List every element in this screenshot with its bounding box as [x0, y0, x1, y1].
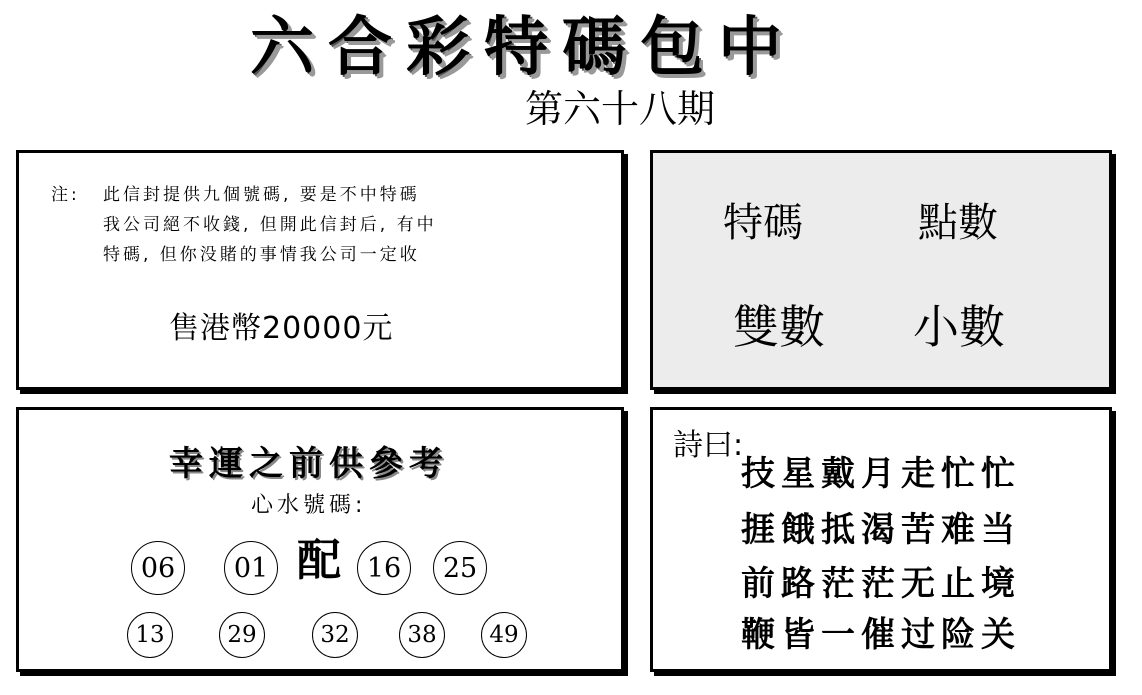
number-ball: 32: [312, 612, 358, 658]
poem-line: 捱餓抵渴苦难当: [741, 510, 1021, 550]
number-ball: 25: [433, 541, 487, 595]
lucky-title: 幸運之前供參考: [169, 444, 449, 484]
notice-line: 特碼, 但你没賭的事情我公司一定收: [103, 245, 420, 265]
specials-panel: [650, 150, 1112, 390]
issue-number: 第六十八期: [525, 87, 716, 131]
special-item: 雙數: [733, 300, 825, 354]
notice-line: 此信封提供九個號碼, 要是不中特碼: [103, 185, 420, 205]
price-text: 售港幣20000元: [169, 311, 394, 346]
poem-line: 鞭皆一催过险关: [741, 615, 1021, 655]
notice-prefix: 注:: [51, 185, 80, 205]
special-item: 小數: [913, 300, 1005, 354]
number-ball: 49: [481, 612, 527, 658]
poem-panel: [650, 407, 1112, 672]
number-ball: 13: [127, 612, 173, 658]
notice-panel: [16, 150, 624, 390]
number-ball: 38: [399, 612, 445, 658]
poem-heading: 詩曰:: [673, 428, 744, 463]
number-ball: 06: [131, 541, 185, 595]
lucky-numbers-panel: [16, 407, 624, 672]
notice-line: 我公司絕不收錢, 但開此信封后, 有中: [103, 215, 437, 235]
number-ball: 29: [219, 612, 265, 658]
poem-line: 前路茫茫无止境: [741, 564, 1021, 604]
pei-character: 配: [297, 535, 341, 586]
special-item: 特碼: [723, 200, 803, 246]
lucky-subtitle: 心水號碼:: [251, 493, 367, 518]
page-title: 六合彩特碼包中: [250, 10, 796, 85]
special-item: 點數: [918, 200, 998, 246]
poem-line: 技星戴月走忙忙: [741, 454, 1021, 494]
number-ball: 16: [357, 541, 411, 595]
number-ball: 01: [224, 541, 278, 595]
